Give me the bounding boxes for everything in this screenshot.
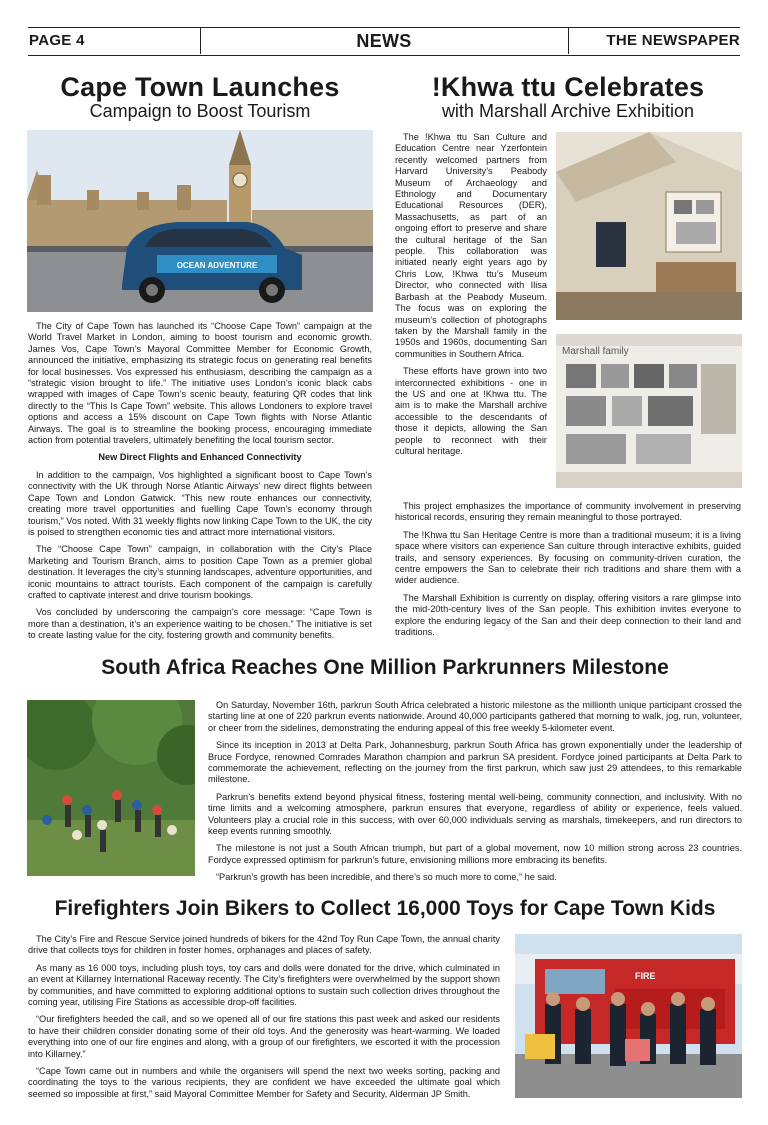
article1-headline: Cape Town Launches — [60, 72, 340, 102]
exhibition-tent-photo — [556, 132, 742, 320]
parkrun-photo — [27, 700, 195, 876]
article2-paragraph: These efforts have grown into two interconnected exhibitions - one in the US and one at !Khwa ttu. The aim is to make the Marshall archive accessible to the descendants of those it depicts, allowing the San people to reconnect with their cultural heritage. — [395, 366, 547, 456]
page-number: PAGE 4 — [29, 32, 85, 49]
article4-paragraph: “Our firefighters heeded the call, and so we opened all of our fire stations this past week and asked our residents to have their children consider donating some of their old toys. And the generosity was heart-warming. We loaded everything into one of our fire engines and along, with a group of our firefighters, we escorted it with the procession into Killarney.” — [28, 1014, 500, 1059]
article1-paragraph: In addition to the campaign, Vos highlighted a significant boost to Cape Town’s connectivity with the UK through Norse Atlantic Airways’ new direct flights between Cape Town and London Gatwick. “This new route enhances our connectivity, creating more travel opportunities and fuelling Cape Town’s economy through tourism,” Vos noted. With 31 weekly flights now linking Cape Town to the UK, the city is poised to strengthen economic ties and attract more international visitors. — [28, 469, 373, 537]
article4-paragraph: The City’s Fire and Rescue Service joined hundreds of bikers for the 42nd Toy Run Cape Town, the annual charity drive that collects toys for children in foster homes, orphanages and places of safety. — [28, 934, 500, 956]
article3-headline: South Africa Reaches One Million Parkrunners Milestone — [101, 656, 669, 679]
article3-paragraph: The milestone is not just a South African triumph, but part of a global movement, now 10 million strong across 23 countries. Fordyce expressed optimism for parkrun’s future, envisioning millions more embracing its benefits. — [208, 843, 742, 865]
header-top-rule — [28, 27, 740, 28]
article3-paragraph: Since its inception in 2013 at Delta Park, Johannesburg, parkrun South Africa has grown exponentially under the leadership of Bruce Fordyce, renowned Comrades Marathon champion and parkrun SA president. Fordyce joined participants at Delta Park to commemorate the achievement, reflecting on the journey from the first parkrun, which saw just 29 attendees, to this remarkable milestone. — [208, 740, 742, 785]
article3-paragraph: On Saturday, November 16th, parkrun South Africa celebrated a historic milestone as the millionth unique participant crossed the starting line at one of 220 parkrun events nationwide. Around 40,000 participants gathered that morning to walk, jog, run, volunteer, or cheer from the sidelines, demonstrating the enduring appeal of this free weekly 5-kilometer event. — [208, 700, 742, 733]
article1-subheading: New Direct Flights and Enhanced Connectivity — [98, 452, 302, 463]
article3-paragraph: Parkrun’s benefits extend beyond physical fitness, fostering mental well-being, community connection, and inclusivity. With no time limits and a welcoming atmosphere, parkrun ensures that everyone, regardless of ability or experience, feels valued. Volunteers play a crucial role in this success, with over 60,000 individuals serving as marshals, timekeepers, and run directors to keep events running smoothly. — [208, 791, 742, 837]
article2-column-body — [395, 132, 547, 463]
article2-wide-body — [395, 501, 741, 644]
marshall-archive-photo — [556, 334, 742, 488]
article4-body — [28, 934, 500, 1106]
article1-paragraph: Vos concluded by underscoring the campaign’s core message: “Cape Town is more than a destination, it’s an experience waiting to be chosen.” The initiative is set to create lasting value for the city, fostering growth and community benefits. — [28, 607, 372, 641]
article3-body — [208, 700, 742, 890]
article1-subheadline: Campaign to Boost Tourism — [89, 101, 311, 121]
article2-subheadline: with Marshall Archive Exhibition — [441, 101, 695, 121]
fire-truck-text: FIRE — [635, 971, 656, 981]
article4-paragraph: As many as 16 000 toys, including plush toys, toy cars and dolls were donated for the drive, which culminated in an event at Killarney International Raceway recently. The City’s firefighters were overwhelmed by the support shown by communities, and have committed to exploring additional options to sustain such collection drives throughout the coming year, utilising Fire Stations as accessible drop-off facilities. — [28, 962, 500, 1008]
article3-paragraph: “Parkrun’s growth has been incredible, and there’s so much more to come,” he said. — [216, 872, 557, 883]
article2-paragraph: The Marshall Exhibition is currently on display, offering visitors a rare glimpse into the mid-20th-century lives of the San people. This exhibition invites everyone to explore the enduring legacy of the San and their deep connection to their land and traditions. — [395, 592, 741, 638]
article2-paragraph: The !Khwa ttu San Heritage Centre is more than a traditional museum; it is a living space where visitors can experience San culture through interactive exhibits, guided trails, and sensory experiences. By focusing on community-driven curation, the centre empowers the San to celebrate their rich traditions and share them with a wider audience. — [395, 529, 741, 586]
article1-body — [28, 321, 372, 648]
header-divider-right — [568, 28, 569, 54]
newspaper-name: THE NEWSPAPER — [606, 32, 740, 49]
exhibit-wall-text: Marshall family — [562, 346, 629, 357]
article4-headline: Firefighters Join Bikers to Collect 16,000 Toys for Cape Town Kids — [54, 897, 716, 920]
london-cab-photo — [27, 130, 373, 312]
firefighters-photo — [515, 934, 742, 1098]
article2-paragraph: This project emphasizes the importance of community involvement in preserving historical records, ensuring they remain meaningful to those portrayed. — [395, 501, 741, 523]
section-title: NEWS — [356, 31, 412, 51]
cab-wrap-text: OCEAN ADVENTURE — [176, 261, 258, 270]
article2-headline: !Khwa ttu Celebrates — [431, 72, 705, 102]
article1-paragraph: The City of Cape Town has launched its “Choose Cape Town” campaign at the World Travel Market in London, aiming to boost tourism and economic growth. James Vos, Cape Town’s Mayoral Committee Member for Economic Growth, announced the initiative, emphasizing its strategic focus on generating real benefits for local businesses. Vos expressed his enthusiasm, describing the campaign as a “strategic vision brought to life.” The initiative uses London’s iconic black cabs wrapped with images of Cape Town’s scenic beauty, featuring QR codes that link directly to the “This Is Cape Town” website. This allows Londoners to explore travel options and access a 15% discount on Cape Town flights with Norse Atlantic Airways. The goal is to streamline the booking process, encouraging immediate action from potential travelers, ultimately benefiting the local tourism sector. — [28, 321, 372, 446]
header-bottom-rule — [28, 55, 740, 56]
article1-paragraph: The “Choose Cape Town” campaign, in collaboration with the City’s Place Marketing and Tourism Branch, aims to position Cape Town as a premier global destination. It leverages the city’s stunning landscapes, adventure opportunities, and iconic mountains to attract tourists. Each component of the campaign is carefully crafted to captivate interest and drive tourism bookings. — [28, 544, 372, 600]
article2-paragraph: The !Khwa ttu San Culture and Education Centre near Yzerfontein recently welcomed partners from Harvard University’s Peabody Museum of Archaeology and Ethnology and Documentary Educational Resources (DER), Massachusetts, as part of an ongoing effort to preserve and share the cultural heritage of the San people. This collaboration was initiated nearly eight years ago by Chris Low, !Khwa ttu’s Museum Director, who connected with Ilisa Barbash at the Peabody Museum. The focus was on exploring the museum’s collection of photographs taken by the Marshall family in the 1950s and 1960s, documenting San communities in Southern Africa. — [395, 132, 547, 359]
article4-paragraph: “Cape Town came out in numbers and while the organisers will spend the next two weeks sorting, packing and coordinating the toys to the various recipients, they are confident we have exceeded the ultimate goal which seemed so impossible at first,” said Mayoral Committee Member for Safety and Security, Alderman JP Smith. — [28, 1066, 500, 1099]
